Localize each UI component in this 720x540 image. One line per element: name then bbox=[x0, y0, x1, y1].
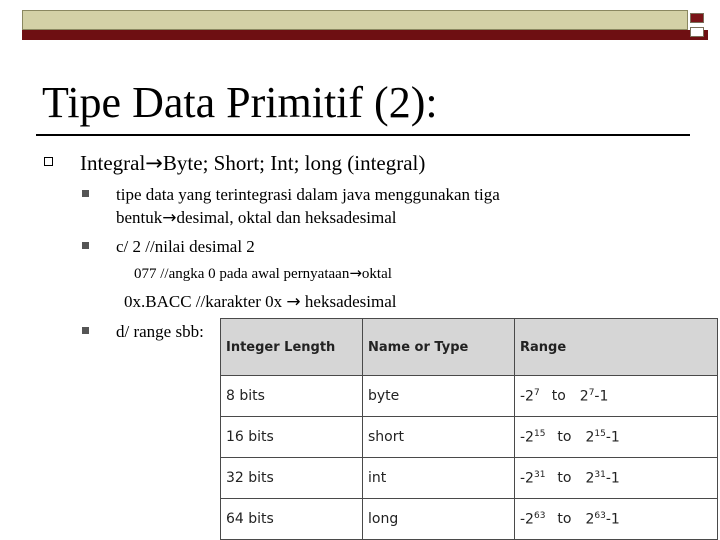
filled-square-icon bbox=[82, 327, 89, 334]
octal-line bbox=[134, 264, 392, 283]
cell-length: 16 bits bbox=[221, 417, 363, 458]
cell-name: byte bbox=[363, 376, 515, 417]
cell-length: 64 bits bbox=[221, 499, 363, 540]
right-arrow-icon: → bbox=[286, 292, 301, 312]
sub-bullet-1-line2 bbox=[116, 207, 397, 229]
cell-length: 8 bits bbox=[221, 376, 363, 417]
sub1-pre: bentuk bbox=[116, 208, 163, 227]
octal-post: oktal bbox=[361, 266, 392, 282]
sub-bullet-2: c/ 2 //nilai desimal 2 bbox=[116, 237, 255, 256]
table-row bbox=[221, 417, 718, 458]
table-row bbox=[221, 458, 718, 499]
header-range: Range bbox=[515, 319, 718, 376]
right-arrow-icon: → bbox=[162, 208, 177, 228]
cell-range: $-2^{63}$ to $2^{63}-1$ bbox=[515, 499, 718, 540]
filled-square-icon bbox=[82, 190, 89, 197]
header-name-or-type: Name or Type bbox=[363, 319, 515, 376]
table-header-row bbox=[221, 319, 718, 376]
header-integer-length: Integer Length bbox=[221, 319, 363, 376]
table-row bbox=[221, 376, 718, 417]
right-arrow-icon: → bbox=[349, 264, 362, 282]
right-arrow-icon: → bbox=[145, 151, 163, 175]
hex-pre: 0x.BACC //karakter 0x bbox=[124, 292, 287, 311]
octal-pre: 077 //angka 0 pada awal pernyataan bbox=[134, 266, 350, 282]
filled-square-icon bbox=[82, 242, 89, 249]
header-red-bar bbox=[22, 30, 708, 40]
corner-ornament-bottom bbox=[690, 27, 704, 37]
table-row bbox=[221, 499, 718, 540]
sub1-post: desimal, oktal dan heksadesimal bbox=[176, 208, 397, 227]
bullet-pre: Integral bbox=[80, 151, 146, 175]
sub-bullet-3: d/ range sbb: bbox=[116, 322, 204, 341]
integer-range-table bbox=[220, 318, 718, 540]
cell-name: long bbox=[363, 499, 515, 540]
sub-bullet-1-line1: tipe data yang terintegrasi dalam java menggunakan tiga bbox=[116, 185, 500, 204]
hollow-square-icon bbox=[44, 157, 53, 166]
slide-title: Tipe Data Primitif (2): bbox=[42, 78, 438, 127]
cell-range: $-2^7$ to $2^7-1$ bbox=[515, 376, 718, 417]
bullet-post: Byte; Short; Int; long (integral) bbox=[162, 151, 426, 175]
corner-ornament-top bbox=[690, 13, 704, 23]
cell-length: 32 bits bbox=[221, 458, 363, 499]
header-accent-bar bbox=[22, 10, 688, 30]
hex-post: heksadesimal bbox=[300, 292, 397, 311]
cell-name: short bbox=[363, 417, 515, 458]
title-divider bbox=[36, 134, 690, 136]
cell-name: int bbox=[363, 458, 515, 499]
cell-range: $-2^{15}$ to $2^{15}-1$ bbox=[515, 417, 718, 458]
main-bullet-text bbox=[80, 150, 425, 176]
hex-line bbox=[124, 292, 397, 312]
cell-range: $-2^{31}$ to $2^{31}-1$ bbox=[515, 458, 718, 499]
